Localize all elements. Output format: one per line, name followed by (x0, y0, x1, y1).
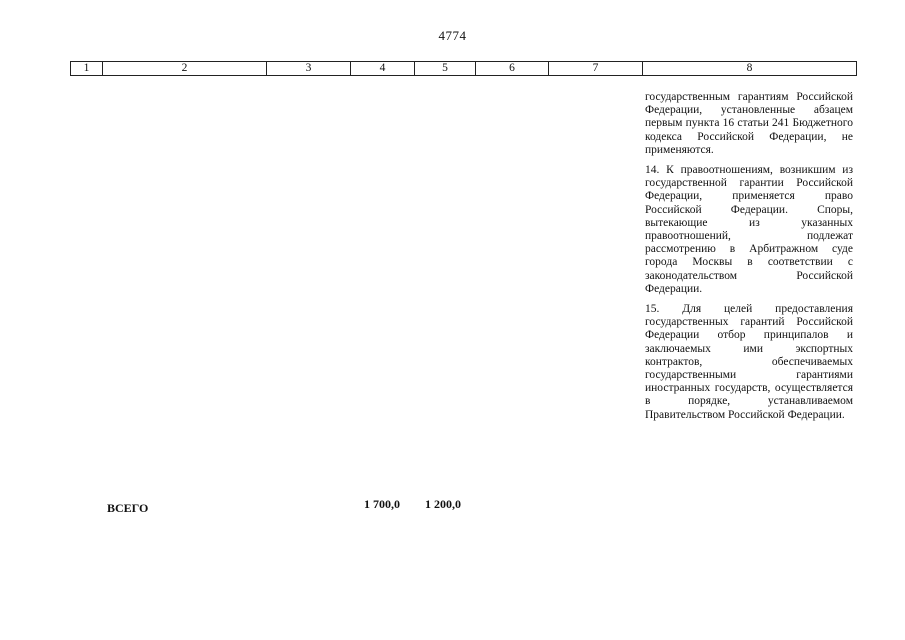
column-header-7: 7 (549, 62, 643, 76)
column-header-3: 3 (267, 62, 351, 76)
column-header-8: 8 (643, 62, 857, 76)
column-header-6: 6 (476, 62, 549, 76)
total-label: ВСЕГО (107, 501, 149, 515)
column-8-paragraph: 14. К правоотношениям, возникшим из государственной гарантии Российской Федерации, применяется право Российской Федерации. Споры, вытекающие из указанных правоотношений, подлежат рассмотрению в Арбитражном суде города Москвы в соответствии с законодательством Российской Федерации. (645, 164, 853, 295)
page-number: 4774 (438, 28, 467, 43)
total-value-col5: 1 200,0 (425, 497, 461, 511)
column-header-5: 5 (415, 62, 476, 76)
column-header-4: 4 (351, 62, 415, 76)
total-value-col4: 1 700,0 (364, 497, 400, 511)
column-8-paragraph: 15. Для целей предоставления государственных гарантий Российской Федерации отбор принципалов и заключаемых ими экспортных контрактов, обеспечиваемых государственными гарантиями иностранных государств, осуществляется в порядке, устанавливаемом Правительством Российской Федерации. (645, 303, 853, 421)
column-8-text (645, 91, 853, 422)
column-header-1: 1 (71, 62, 103, 76)
column-8-paragraph: государственным гарантиям Российской Федерации, установленные абзацем первым пункта 16 статьи 241 Бюджетного кодекса Российской Федерации, не применяются. (645, 91, 853, 156)
column-header-2: 2 (103, 62, 267, 76)
column-number-header (70, 61, 857, 76)
